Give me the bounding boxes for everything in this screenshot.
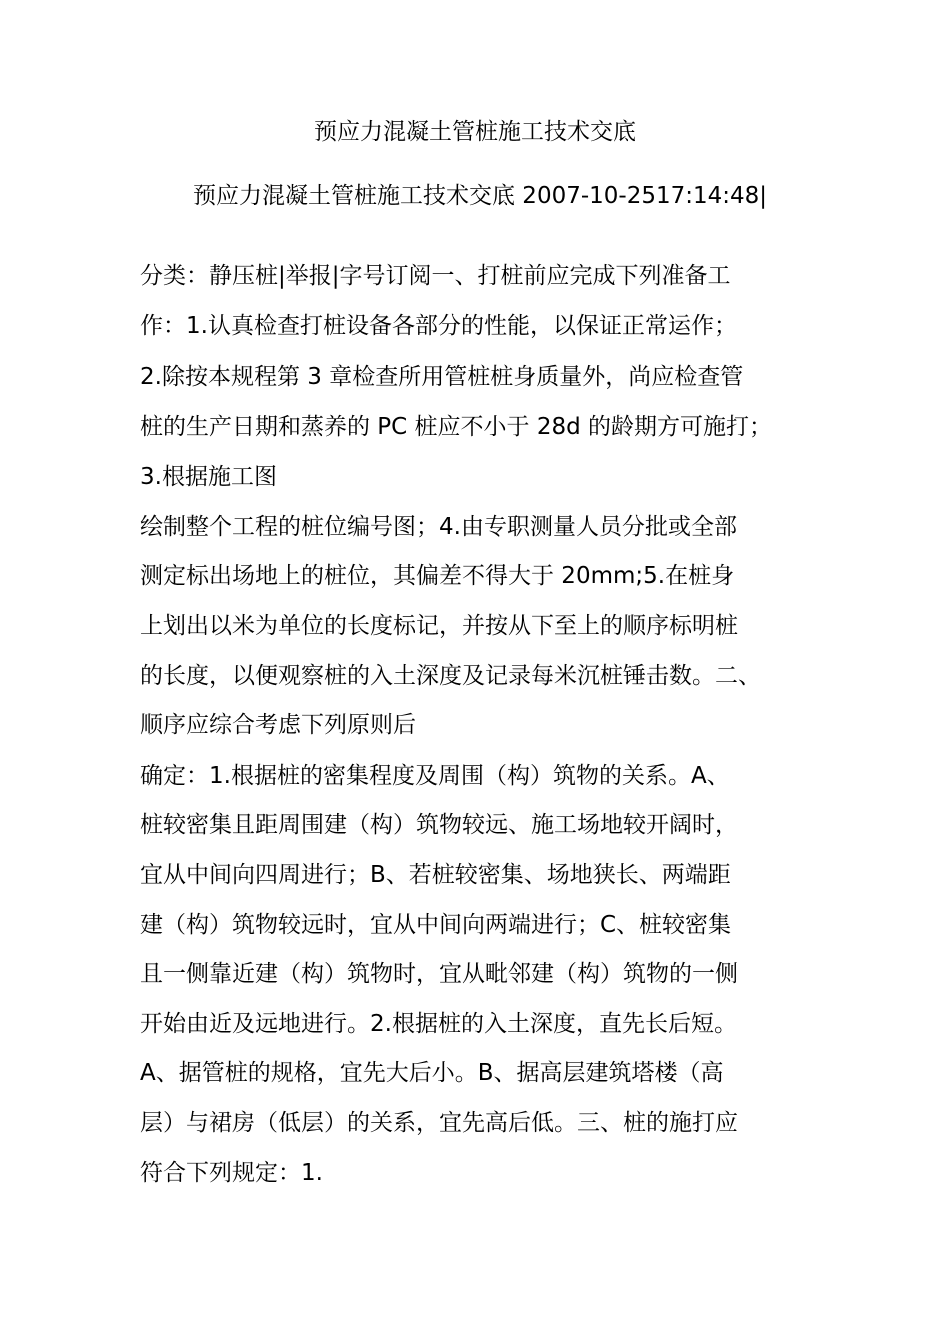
paragraph-line: 2.除按本规程第 3 章检查所用管桩桩身质量外，尚应检查管 xyxy=(140,364,744,390)
paragraph-line: A、据管桩的规格，宜先大后小。B、据高层建筑塔楼（高 xyxy=(140,1060,724,1086)
paragraph-line: 顺序应综合考虑下列原则后 xyxy=(140,712,416,738)
paragraph-line: 3.根据施工图 xyxy=(140,464,277,490)
paragraph-line: 作：1.认真检查打桩设备各部分的性能，以保证正常运作； xyxy=(140,313,737,339)
paragraph-line: 预应力混凝土管桩施工技术交底 2007-10-2517:14:48| xyxy=(193,183,768,209)
paragraph-line: 桩较密集且距周围建（构）筑物较远、施工场地较开阔时， xyxy=(140,812,738,838)
paragraph-line: 且一侧靠近建（构）筑物时，宜从毗邻建（构）筑物的一侧 xyxy=(140,961,738,987)
paragraph-line: 开始由近及远地进行。2.根据桩的入土深度，直先长后短。 xyxy=(140,1011,737,1037)
paragraph-line: 的长度，以便观察桩的入土深度及记录每米沉桩锤击数。二、 xyxy=(140,663,761,689)
paragraph-line: 确定：1.根据桩的密集程度及周围（构）筑物的关系。A、 xyxy=(140,763,730,789)
paragraph-line: 上划出以米为单位的长度标记，并按从下至上的顺序标明桩 xyxy=(140,613,738,639)
paragraph-line: 建（构）筑物较远时，宜从中间向两端进行；C、桩较密集 xyxy=(140,912,732,938)
paragraph-line: 宜从中间向四周进行；B、若桩较密集、场地狭长、两端距 xyxy=(140,862,731,888)
document-title: 预应力混凝土管桩施工技术交底 xyxy=(314,119,636,145)
paragraph-line: 符合下列规定：1. xyxy=(140,1160,323,1186)
paragraph-line: 分类：静压桩|举报|字号订阅一、打桩前应完成下列准备工 xyxy=(140,263,731,289)
paragraph-line: 绘制整个工程的桩位编号图；4.由专职测量人员分批或全部 xyxy=(140,514,737,540)
paragraph-line: 测定标出场地上的桩位，其偏差不得大于 20mm;5.在桩身 xyxy=(140,563,735,589)
paragraph-line: 桩的生产日期和蒸养的 PC 桩应不小于 28d 的龄期方可施打； xyxy=(140,414,773,440)
paragraph-line: 层）与裙房（低层）的关系，宜先高后低。三、桩的施打应 xyxy=(140,1110,738,1136)
